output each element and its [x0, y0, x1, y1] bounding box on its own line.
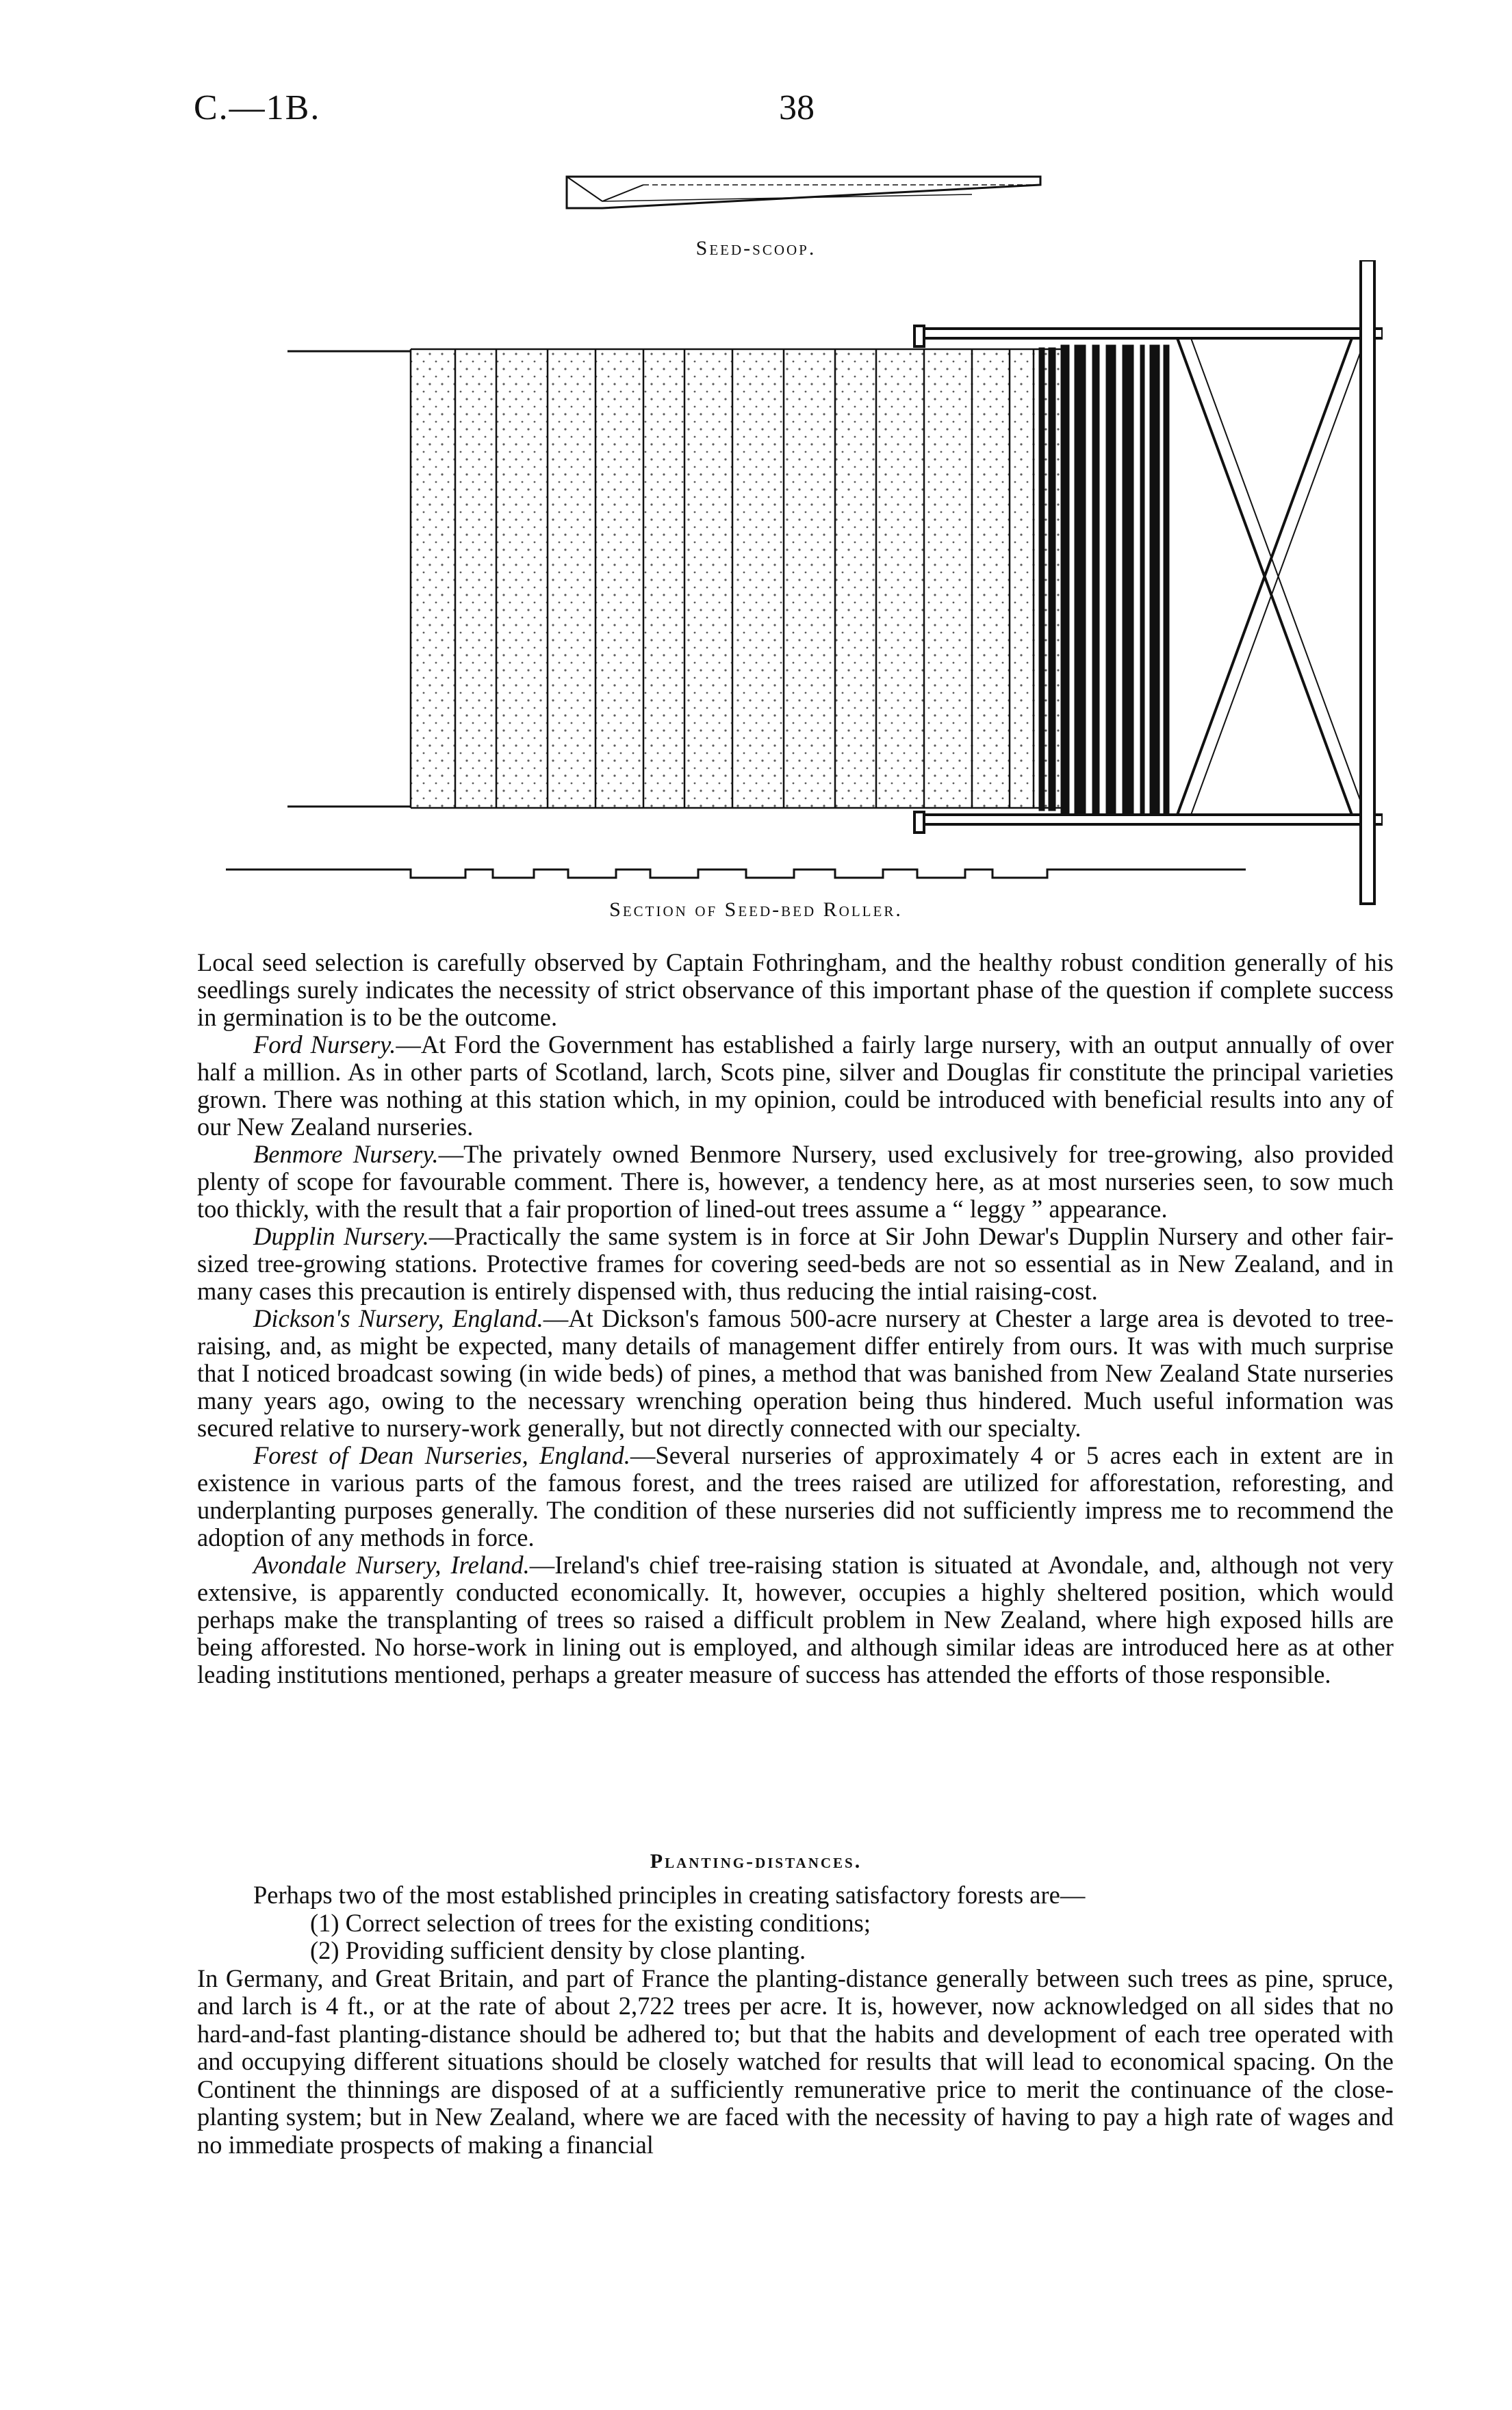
paragraph-text: —The privately owned Benmore Nursery, used exclusively for tree-growing, also provided plenty of scope for favourable comment. There is, however, a tendency here, as at most nurseries seen, to sow much too thickly, with the result that a fair proportion of lined-out trees assume a “ leggy ” appearance.: [197, 1140, 1394, 1223]
planting-paragraph: In Germany, and Great Britain, and part of France the planting-distance generally between such trees as pine, spruce, and larch is 4 ft., or at the rate of about 2,722 trees per acre. It is, however, now acknowledged on all sides that no hard-and-fast planting-distance should be adhered to; but that the habits and development of each tree operated with and occupying different situations should be closely watched for results that will lead to economical spacing. On the Continent the thinnings are disposed of at a sufficiently remunerative price to merit the continuance of the close-planting system; but in New Zealand, where we are faced with the necessity of having to pay a high rate of wages and no immediate prospects of making a financial: [197, 1964, 1394, 2159]
paragraph-benmore: [197, 1141, 1394, 1223]
subheading-dickson: Dickson's Nursery, England.: [253, 1304, 543, 1332]
seed-bed-roller-illustration: [205, 260, 1383, 917]
paragraph-ford: [197, 1031, 1394, 1141]
list-item: (1) Correct selection of trees for the existing conditions;: [310, 1908, 871, 1937]
page-number: 38: [779, 88, 815, 127]
seed-bed-roller-caption: Section of Seed-bed Roller.: [609, 898, 903, 921]
paragraph-text: —Ireland's chief tree-raising station is situated at Avondale, and, although not very extensive, is apparently conducted economically. It, however, occupies a highly sheltered position, which would perhaps make the transplanting of trees so raised a difficult problem in New Zealand, where high exposed hills are being afforested. No horse-work in lining out is employed, and although similar ideas are introduced here as at other leading institutions mentioned, perhaps a greater measure of success has attended the efforts of those responsible.: [197, 1551, 1394, 1688]
paragraph-text: —At Dickson's famous 500-acre nursery at Chester a large area is devoted to tree-raising, and, as might be expected, many details of management differ entirely from ours. It was with much surprise that I noticed broadcast sowing (in wide beds) of pines, a method that was banished from New Zealand State nurseries many years ago, owing to the necessary wrenching operation being thus hindered. Much useful information was secured relative to nursery-work generally, but not directly connected with our specialty.: [197, 1304, 1394, 1442]
paragraph-text: Local seed selection is carefully observed by Captain Fothringham, and the healthy robust condition generally of his seedlings surely indicates the necessity of strict observance of this important phase of the question if complete success in germination is to be the outcome.: [197, 948, 1394, 1031]
list-item: (2) Providing sufficient density by close planting.: [310, 1936, 806, 1964]
subheading-avondale: Avondale Nursery, Ireland.: [253, 1551, 530, 1579]
subheading-forest-of-dean: Forest of Dean Nurseries, England.: [253, 1441, 630, 1469]
paragraph-dupplin: [197, 1223, 1394, 1305]
planting-distances-text: [197, 1881, 1394, 2159]
section-heading-planting-distances: Planting-distances.: [650, 1850, 862, 1873]
subheading-benmore: Benmore Nursery.: [253, 1140, 439, 1168]
paragraph-local-seed: [197, 949, 1394, 1031]
subheading-ford: Ford Nursery.: [253, 1030, 396, 1058]
paragraph-text: —Several nurseries of approximately 4 or 5 acres each in extent are in existence in various parts of the famous forest, and the trees raised are utilized for afforestation, reforesting, and underplanting purposes generally. The condition of these nurseries did not sufficiently impress me to recommend the adoption of any methods in force.: [197, 1441, 1394, 1551]
paragraph-avondale: [197, 1551, 1394, 1688]
paragraph-text: —Practically the same system is in force at Sir John Dewar's Dupplin Nursery and other fair-sized tree-growing stations. Protective frames for covering seed-beds are not so essential as in New Zealand, and in many cases this precaution is entirely dispensed with, thus reducing the intial raising-cost.: [197, 1222, 1394, 1305]
nursery-observations-text: [197, 949, 1394, 1688]
paragraph-forest-of-dean: [197, 1442, 1394, 1551]
subheading-dupplin: Dupplin Nursery.: [253, 1222, 429, 1250]
seed-scoop-illustration: [561, 162, 1054, 216]
seed-scoop-caption: Seed-scoop.: [695, 237, 817, 259]
paragraph-text: —At Ford the Government has established a fairly large nursery, with an output annually of over half a million. As in other parts of Scotland, larch, Scots pine, silver and Douglas fir constitute the principal varieties grown. There was nothing at this station which, in my opinion, could be introduced with beneficial results into any of our New Zealand nurseries.: [197, 1030, 1394, 1141]
planting-intro: Perhaps two of the most established principles in creating satisfactory forests are—: [253, 1881, 1086, 1909]
header-reference: C.—1B.: [194, 88, 321, 127]
paragraph-dickson: [197, 1305, 1394, 1442]
